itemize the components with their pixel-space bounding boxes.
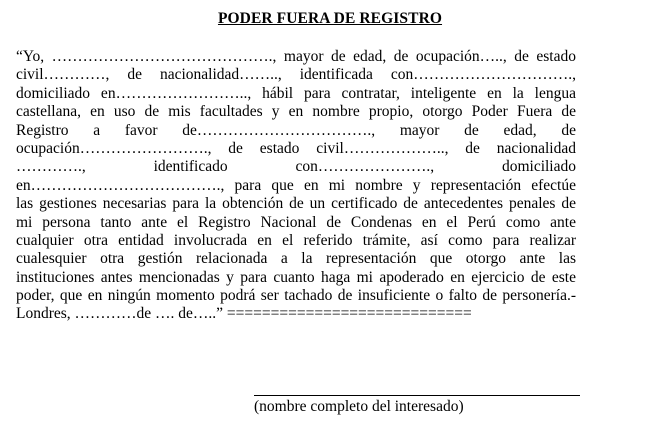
body-line: en………………………………., para que en mi nombre y representación efectúe [16,176,576,194]
body-line: Registro a favor de……………………………., mayor de edad, de [16,121,576,139]
body-line-closing: Londres, …………de …. de…..” ============================ [16,305,472,323]
body-line: cualesquier otra gestión relacionada a la representación que otorgo ante las [16,250,576,268]
body-line: …………., identificado con…………………., domiciliado [16,158,576,176]
body-line: castellana, en uso de mis facultades y en nombre propio, otorgo Poder Fuera de [16,103,576,121]
body-line: “Yo, ……………………………………., mayor de edad, de ocupación….., de estado [16,48,576,65]
body-line: poder, que en ningún momento podrá ser tachado de insuficiente o falto de personería.- [16,287,576,305]
body-line: cualquier otra entidad involucrada en el referido trámite, así como para realizar [16,231,576,249]
body-line: las gestiones necesarias para la obtención de un certificado de antecedentes penales de [16,195,576,213]
body-line: domiciliado en…………………….., hábil para contratar, inteligente en la lengua [16,84,576,102]
body-line: civil…………, de nacionalidad…….., identificada con…………………………., [16,66,576,84]
signature-caption: (nombre completo del interesado) [254,398,464,415]
document-body [16,48,576,324]
body-line: mi persona tanto ante el Registro Nacional de Condenas en el Perú como ante [16,213,576,231]
signature-line [254,395,580,396]
body-line: instituciones antes mencionadas y para cuanto haga mi apoderado en ejercicio de este [16,268,576,286]
document-title: PODER FUERA DE REGISTRO [217,10,443,27]
body-line: ocupación……………………., de estado civil……………….., de nacionalidad [16,139,576,157]
